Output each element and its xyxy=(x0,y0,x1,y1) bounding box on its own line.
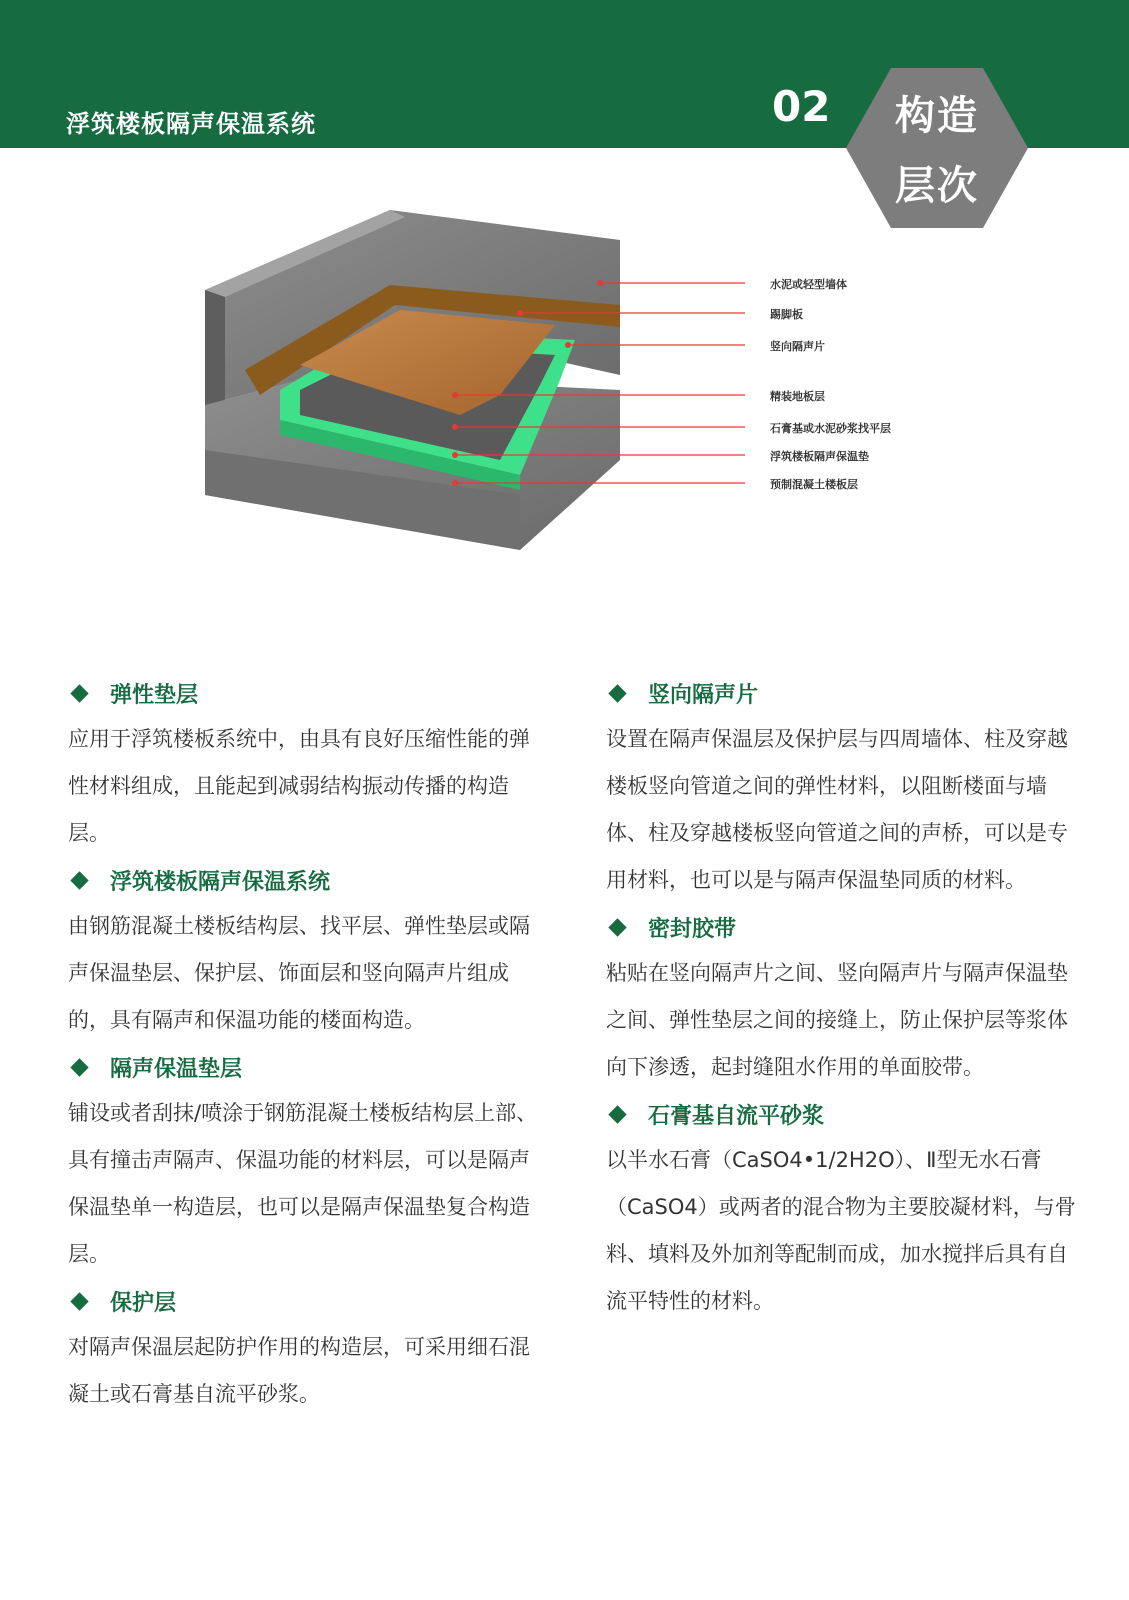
document-title: 浮筑楼板隔声保温系统 xyxy=(66,110,316,138)
callout-wall: 水泥或轻型墙体 xyxy=(770,278,847,291)
section-body: 对隔声保温层起防护作用的构造层，可采用细石混凝土或石膏基自流平砂浆。 xyxy=(68,1335,530,1406)
diamond-bullet-icon xyxy=(70,871,88,889)
callout-screed: 石膏基或水泥砂浆找平层 xyxy=(770,422,891,435)
heading-text: 隔声保温垫层 xyxy=(110,1056,243,1082)
heading-text: 竖向隔声片 xyxy=(648,682,759,708)
section-heading xyxy=(68,857,538,903)
section-body: 应用于浮筑楼板系统中，由具有良好压缩性能的弹性材料组成，且能起到减弱结构振动传播的构造层。 xyxy=(68,727,530,845)
callout-concrete-slab: 预制混凝土楼板层 xyxy=(770,478,858,491)
section-heading xyxy=(606,1091,1076,1137)
section-body: 粘贴在竖向隔声片之间、竖向隔声片与隔声保温垫之间、弹性垫层之间的接缝上，防止保护层等浆体向下渗透，起封缝阻水作用的单面胶带。 xyxy=(606,961,1068,1079)
section-heading xyxy=(68,1044,538,1090)
callout-skirting: 踢脚板 xyxy=(770,308,803,321)
section-heading xyxy=(606,904,1076,950)
section-title-line2: 层次 xyxy=(895,163,979,209)
right-column xyxy=(606,670,1076,1325)
section-heading xyxy=(68,670,538,716)
callout-insulation-mat: 浮筑楼板隔声保温垫 xyxy=(770,450,869,463)
section-body: 由钢筋混凝土楼板结构层、找平层、弹性垫层或隔声保温垫层、保护层、饰面层和竖向隔声片组成的，具有隔声和保温功能的楼面构造。 xyxy=(68,914,530,1032)
callout-vertical-sound-strip: 竖向隔声片 xyxy=(770,340,825,353)
callout-floor-finish: 精装地板层 xyxy=(770,390,825,403)
left-column xyxy=(68,670,538,1418)
diamond-bullet-icon xyxy=(608,1105,626,1123)
heading-text: 密封胶带 xyxy=(648,916,737,942)
section-body: 以半水石膏（CaSO4•1/2H2O）、Ⅱ型无水石膏（CaSO4）或两者的混合物为主要胶凝材料，与骨料、填料及外加剂等配制而成，加水搅拌后具有自流平特性的材料。 xyxy=(606,1148,1076,1313)
heading-text: 保护层 xyxy=(110,1290,177,1316)
floor-construction-diagram xyxy=(200,205,920,565)
section-body: 铺设或者刮抹/喷涂于钢筋混凝土楼板结构层上部、具有撞击声隔声、保温功能的材料层，可以是隔声保温垫单一构造层，也可以是隔声保温垫复合构造层。 xyxy=(68,1101,538,1266)
section-number: 02 xyxy=(772,82,831,131)
diamond-bullet-icon xyxy=(70,684,88,702)
diamond-bullet-icon xyxy=(608,684,626,702)
heading-text: 弹性垫层 xyxy=(110,682,199,708)
section-body: 设置在隔声保温层及保护层与四周墙体、柱及穿越楼板竖向管道之间的弹性材料，以阻断楼面与墙体、柱及穿越楼板竖向管道之间的声桥，可以是专用材料，也可以是与隔声保温垫同质的材料。 xyxy=(606,727,1068,892)
diamond-bullet-icon xyxy=(608,918,626,936)
heading-text: 石膏基自流平砂浆 xyxy=(648,1103,825,1129)
diamond-bullet-icon xyxy=(70,1058,88,1076)
section-heading xyxy=(68,1278,538,1324)
heading-text: 浮筑楼板隔声保温系统 xyxy=(110,869,331,895)
section-heading xyxy=(606,670,1076,716)
section-title-line1: 构造 xyxy=(895,93,979,139)
diamond-bullet-icon xyxy=(70,1292,88,1310)
